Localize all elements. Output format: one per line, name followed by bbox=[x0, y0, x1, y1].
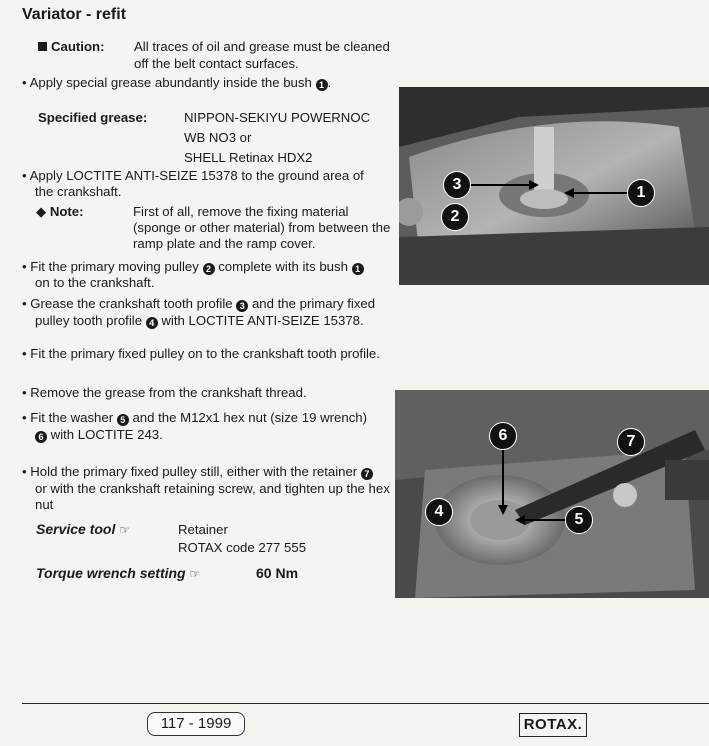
callout-7: 7 bbox=[617, 428, 645, 456]
pointing-hand-icon-2: ☞ bbox=[189, 567, 201, 581]
grease-line-1: NIPPON-SEKIYU POWERNOC bbox=[184, 110, 371, 125]
ref-number-1b: 1 bbox=[352, 263, 364, 275]
pointing-hand-icon: ☞ bbox=[119, 523, 131, 537]
step-hold-pulley: • Hold the primary fixed pulley still, either with the retainer 7 bbox=[22, 463, 373, 480]
caution-label: Caution: bbox=[51, 39, 105, 54]
service-tool-label-wrap bbox=[36, 521, 130, 539]
ref-number-5: 5 bbox=[117, 414, 129, 426]
figure-crankshaft-photo bbox=[399, 87, 709, 285]
step-fit-fixed-pulley: • Fit the primary fixed pulley on to the crankshaft tooth profile. bbox=[22, 346, 380, 361]
caution-square-icon bbox=[38, 42, 47, 51]
service-tool-label: Service tool bbox=[36, 521, 116, 537]
step-remove-grease: • Remove the grease from the crankshaft thread. bbox=[22, 385, 307, 400]
step-grease-tooth-line2: pulley tooth profile 4 with LOCTITE ANTI-SEIZE 15378. bbox=[35, 313, 364, 328]
note-label: Note: bbox=[49, 204, 84, 219]
step-washer-line2: 6 with LOCTITE 243. bbox=[35, 426, 163, 443]
step-hold-line3: nut bbox=[35, 497, 54, 512]
grease-line-3: SHELL Retinax HDX2 bbox=[184, 150, 313, 165]
ref-number-1: 1 bbox=[316, 79, 328, 91]
step-fit-moving-pulley: • Fit the primary moving pulley 2 complete with its bush 1 bbox=[22, 258, 364, 275]
service-tool-line-1: Retainer bbox=[178, 522, 228, 537]
ref-number-7: 7 bbox=[361, 468, 373, 480]
specified-grease-label: Specified grease: bbox=[38, 110, 148, 125]
callout-2: 2 bbox=[441, 203, 469, 231]
caution-text-2: off the belt contact surfaces. bbox=[134, 56, 299, 71]
footer-divider bbox=[22, 703, 709, 704]
step-apply-grease: • Apply special grease abundantly inside the bush 1 . bbox=[22, 75, 332, 90]
callout-3: 3 bbox=[443, 171, 471, 199]
callout-6: 6 bbox=[489, 422, 517, 450]
note-line-3: ramp plate and the ramp cover. bbox=[133, 236, 316, 251]
page-number: 117 - 1999 bbox=[147, 712, 245, 736]
step-grease-tooth: • Grease the crankshaft tooth profile 3 and the primary fixed bbox=[22, 296, 376, 311]
caution-label-wrap bbox=[38, 38, 104, 55]
ref-number-6: 6 bbox=[35, 431, 47, 443]
torque-label: Torque wrench setting bbox=[36, 565, 186, 581]
grease-line-2: WB NO3 or bbox=[184, 130, 252, 145]
step-hold-line2: or with the crankshaft retaining screw, and tighten up the hex bbox=[35, 481, 390, 496]
figure-pulley-photo bbox=[395, 390, 709, 598]
step-loctite-1: • Apply LOCTITE ANTI-SEIZE 15378 to the ground area of bbox=[22, 168, 364, 183]
callout-4: 4 bbox=[425, 498, 453, 526]
step-washer: • Fit the washer 5 and the M12x1 hex nut (size 19 wrench) bbox=[22, 410, 368, 425]
callout-1: 1 bbox=[627, 179, 655, 207]
torque-value: 60 Nm bbox=[256, 565, 299, 581]
diamond-icon: ◆ bbox=[36, 204, 47, 219]
ref-number-4: 4 bbox=[146, 317, 158, 329]
torque-label-wrap bbox=[36, 565, 200, 583]
note-label-wrap bbox=[36, 203, 84, 220]
callout-5: 5 bbox=[565, 506, 593, 534]
step-loctite-2: the crankshaft. bbox=[35, 184, 122, 199]
figure-pulley-illustration bbox=[395, 390, 709, 598]
step-fit-moving-line2: on to the crankshaft. bbox=[35, 275, 155, 290]
ref-number-3: 3 bbox=[236, 300, 248, 312]
brand-logo: ROTAX. bbox=[519, 713, 587, 737]
page-title: Variator - refit bbox=[22, 6, 127, 23]
note-line-1: First of all, remove the fixing material bbox=[133, 204, 349, 219]
ref-number-2: 2 bbox=[203, 263, 215, 275]
service-tool-line-2: ROTAX code 277 555 bbox=[178, 540, 307, 555]
note-line-2: (sponge or other material) from between the bbox=[133, 220, 391, 235]
caution-text-1: All traces of oil and grease must be cleaned bbox=[134, 39, 390, 54]
